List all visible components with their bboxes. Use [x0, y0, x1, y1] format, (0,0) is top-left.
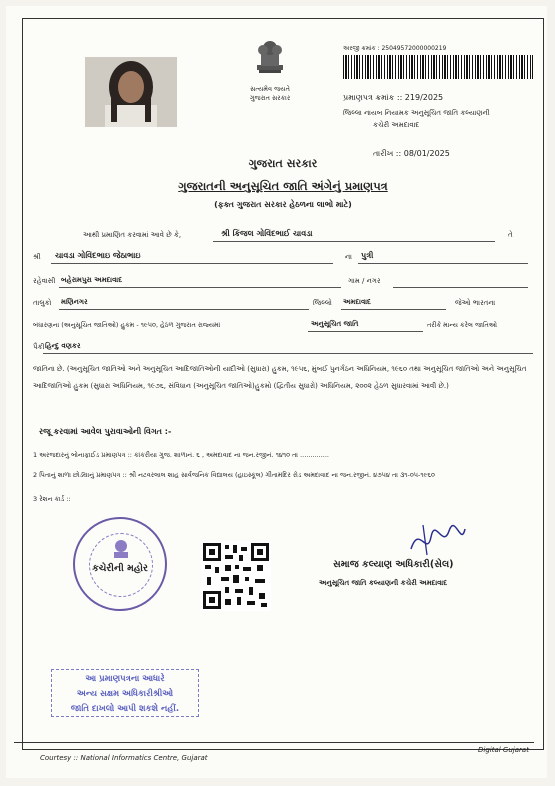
footer-brand: Digital Gujarat — [478, 746, 529, 754]
village-label: ગામ / નગર — [348, 277, 381, 285]
officer-signature — [401, 519, 471, 563]
recognized-text: તરીકે માન્ય કરેલ જાતિઓ — [427, 321, 498, 329]
caste-value: હિન્દુ વણકર — [45, 342, 81, 350]
evidence-item-2: 2 પિતાનું શાળા છોડ્યાનું પ્રમાણપત્ર :: શ્રી નટવરલાલ શાહ સાર્વજનિક વિદ્યાલય (હાઇસ્કૂલ) ગીતામંદિર રોડ અમદાવાદ ના જન.રજીનં. ૪૭૫૪ તા ૩૧-૦૫-૧૯૬૦ — [33, 471, 435, 479]
intro-text: આથી પ્રમાણિત કરવામાં આવે છે કે, — [83, 231, 182, 239]
certificate-subtitle: (ફક્ત ગુજરાત સરકાર હેઠળના લાભો માટે) — [214, 200, 352, 209]
footer-courtesy: Courtesy :: National Informatics Centre, Gujarat — [40, 754, 208, 762]
applicant-photo — [85, 57, 177, 127]
evidence-item-3: 3 રેશન કાર્ડ :: — [33, 495, 71, 503]
india-text: જેઓ ભારતના — [455, 299, 496, 307]
validity-notice-stamp — [51, 669, 199, 717]
officer-designation: સમાજ કલ્યાણ અધિકારી(સેલ) — [333, 559, 454, 570]
notice-line-3: જાતિ દાખલો આપી શકશે નહીં. — [70, 704, 180, 714]
certificate-number: પ્રમાણપત્ર ક્રમાંક :: 219/2025 — [343, 93, 444, 102]
shri-label: શ્રી — [33, 253, 41, 261]
taluka-value: મણિનગર — [61, 298, 88, 306]
barcode — [343, 55, 533, 79]
notice-line-2: અન્ય સક્ષમ અધિકારીશ્રીઓ — [76, 689, 174, 699]
officer-office: અનુસૂચિત જાતિ કલ્યાણની કચેરી અમદાવાદ — [319, 579, 448, 587]
district-label: જિલ્લો — [313, 299, 332, 307]
evidence-heading: રજૂ કરવામાં આવેલ પુરાવાઓની વિગત :- — [39, 427, 172, 436]
evidence-item-1: 1 અરજદારનું બોનાફાઈડ પ્રમાણપત્ર :: કાંકરીયા ગુજ. શાળાનં. ૬ , અમદાવાદ ના જન.રજીનં. ૧૪૧૦ તા .............. — [33, 451, 329, 459]
seal-emblem-icon — [108, 537, 134, 563]
applicant-name: શ્રી કિંજલ ગોવિંદભાઈ ચાવડા — [221, 229, 313, 238]
application-number: અરજી ક્રમાંક : 25049572000000219 — [343, 45, 447, 52]
issue-date: તારીખ :: 08/01/2025 — [373, 149, 450, 158]
certificate-title: ગુજરાતની અનુસૂચિત જાતિ અંગેનું પ્રમાણપત્ર — [178, 179, 388, 193]
govt-title: ગુજરાત સરકાર — [248, 157, 318, 170]
qr-code — [201, 541, 271, 611]
emblem-motto: સત્યમેવ જયતે — [250, 85, 290, 93]
resident-value: બહેરામપુરા અમદાવાદ — [61, 276, 123, 284]
na-text: ના — [345, 253, 352, 261]
constitution-text: બંધારણના (અનુસૂચિત જાતિઓ) હુકમ - ૧૯૫૦, હેઠળ ગુજરાત રાજ્યમાં — [33, 321, 221, 329]
district-value: અમદાવાદ — [343, 298, 371, 306]
certificate-frame — [22, 18, 544, 750]
seal-label: કચેરીની મહોર — [92, 563, 148, 574]
issuing-office-line-2: કચેરી અમદાવાદ — [373, 121, 420, 129]
resident-label: રહેવાસી — [33, 277, 56, 285]
caste-label: પૈકી — [33, 343, 45, 351]
caste-category: અનુસૂચિત જાતિ — [311, 320, 359, 328]
legal-paragraph: જાતિના છે. (અનુસૂચિત જાતિઓ અને અનુસૂચિત આદિજાતિઓની યાદીઓ (સુધારા) હુકમ, ૧૯૫૬, મુંબઈ પુનર્ગઠન અધિનિયમ, ૧૯૬૦ તથા અનુસૂચિત જાતિઓ અને અનુસૂચિત આદિજાતિઓ હુકમ (સુધારા અધિનિયમ, ૧૯૭૬, સંવિધાન (અનુસૂચિત જાતિઓ)હુકમો (દ્વિતીય સુધારો) અધિનિયમ, ૨૦૦૨ હેઠળ સુધારવામાં આવી છે.) — [33, 365, 527, 390]
notice-line-1: આ પ્રમાણપત્રના આધારે — [85, 674, 165, 684]
taluka-label: તાલુકો — [33, 299, 52, 307]
state-emblem-icon — [245, 35, 295, 85]
emblem-caption: ગુજરાત સરકાર — [249, 94, 291, 102]
te-text: તે — [508, 231, 513, 239]
parent-name: ચાવડા ગોવિંદભાઇ જેઠાભાઇ — [55, 251, 141, 260]
relation: પુત્રી — [361, 251, 374, 260]
issuing-office-line-1: જિલ્લા નાયબ નિયામક અનુસૂચિત જાતિ કલ્યાણની — [343, 109, 490, 117]
